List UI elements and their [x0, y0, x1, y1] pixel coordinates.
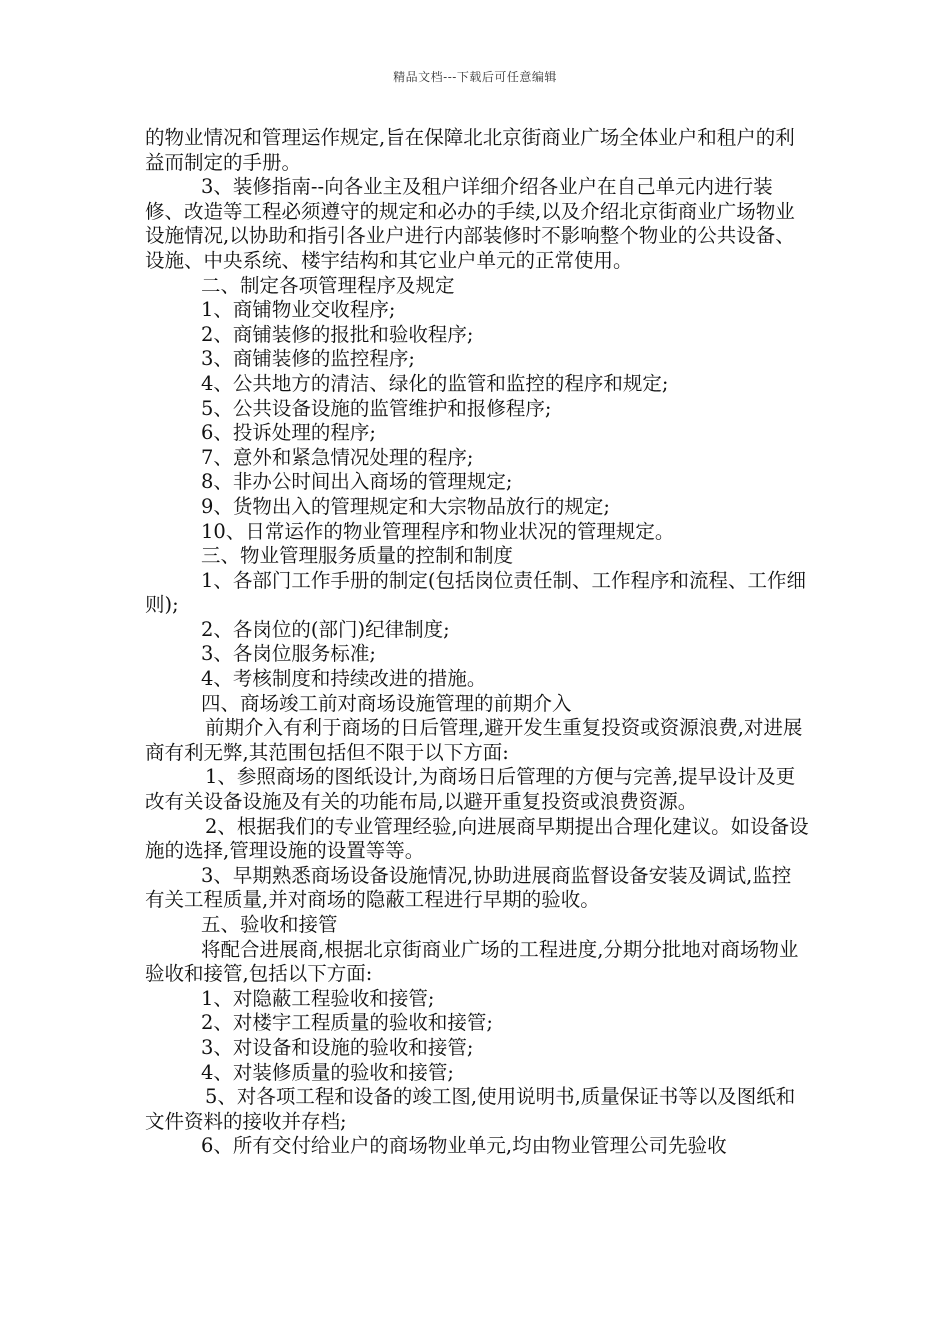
- list-item: 2、商铺装修的报批和验收程序;: [201, 322, 474, 346]
- list-item: 6、所有交付给业户的商场物业单元,均由物业管理公司先验收: [201, 1134, 727, 1158]
- list-item: 7、意外和紧急情况处理的程序;: [201, 445, 474, 469]
- paragraph: 的物业情况和管理运作规定,旨在保障北北京街商业广场全体业户和租户的利益而制定的手册。: [145, 126, 795, 174]
- paragraph: 将配合进展商,根据北京街商业广场的工程进度,分期分批地对商场物业验收和接管,包括以下方面:: [145, 937, 799, 986]
- list-item: 5、对各项工程和设备的竣工图,使用说明书,质量保证书等以及图纸和文件资料的接收并存档;: [145, 1085, 796, 1133]
- document-body: [145, 126, 810, 1159]
- list-item: 4、公共地方的清洁、绿化的监管和监控的程序和规定;: [201, 371, 669, 395]
- list-item: 2、各岗位的(部门)纪律制度;: [201, 617, 450, 641]
- section-heading: 五、验收和接管: [201, 913, 338, 936]
- list-item: 3、各岗位服务标准;: [201, 642, 376, 666]
- list-item: 1、参照商场的图纸设计,为商场日后管理的方便与完善,提早设计及更改有关设备设施及有关的功能布局,以避开重复投资或浪费资源。: [145, 765, 796, 814]
- list-item: 9、货物出入的管理规定和大宗物品放行的规定;: [201, 494, 610, 518]
- list-item: 1、对隐蔽工程验收和接管;: [201, 986, 435, 1010]
- paragraph: 3、装修指南--向各业主及租户详细介绍各业户在自己单元内进行装修、改造等工程必须遵守的规定和必办的手续,以及介绍北京街商业广场物业设施情况,以协助和指引各业户进行内部装修时不影响整个物业的公共设备、设施、中央系统、楼宇结构和其它业户单元的正常使用。: [145, 175, 795, 272]
- list-item: 5、公共设备设施的监管维护和报修程序;: [201, 396, 552, 420]
- list-item: 3、商铺装修的监控程序;: [201, 347, 415, 371]
- list-item: 4、考核制度和持续改进的措施。: [201, 667, 487, 691]
- page-header: 精品文档---下载后可任意编辑: [393, 70, 557, 84]
- list-item: 4、对装修质量的验收和接管;: [201, 1060, 454, 1084]
- section-heading: 二、制定各项管理程序及规定: [201, 273, 455, 297]
- list-item: 2、对楼宇工程质量的验收和接管;: [201, 1011, 493, 1035]
- section-heading: 三、物业管理服务质量的控制和制度: [201, 544, 514, 568]
- list-item: 3、早期熟悉商场设备设施情况,协助进展商监督设备安装及调试,监控有关工程质量,并对商场的隐蔽工程进行早期的验收。: [145, 863, 792, 912]
- list-item: 1、各部门工作手册的制定(包括岗位责任制、工作程序和流程、工作细则);: [145, 568, 807, 617]
- list-item: 2、根据我们的专业管理经验,向进展商早期提出合理化建议。如设备设施的选择,管理设施的设置等等。: [145, 814, 809, 863]
- section-heading: 四、商场竣工前对商场设施管理的前期介入: [201, 691, 572, 715]
- list-item: 1、商铺物业交收程序;: [201, 298, 396, 322]
- list-item: 8、非办公时间出入商场的管理规定;: [201, 470, 513, 494]
- list-item: 10、日常运作的物业管理程序和物业状况的管理规定。: [201, 519, 675, 543]
- paragraph: 前期介入有利于商场的日后管理,避开发生重复投资或资源浪费,对进展商有利无弊,其范围包括但不限于以下方面:: [145, 716, 803, 764]
- list-item: 6、投诉处理的程序;: [201, 421, 376, 445]
- list-item: 3、对设备和设施的验收和接管;: [201, 1035, 474, 1059]
